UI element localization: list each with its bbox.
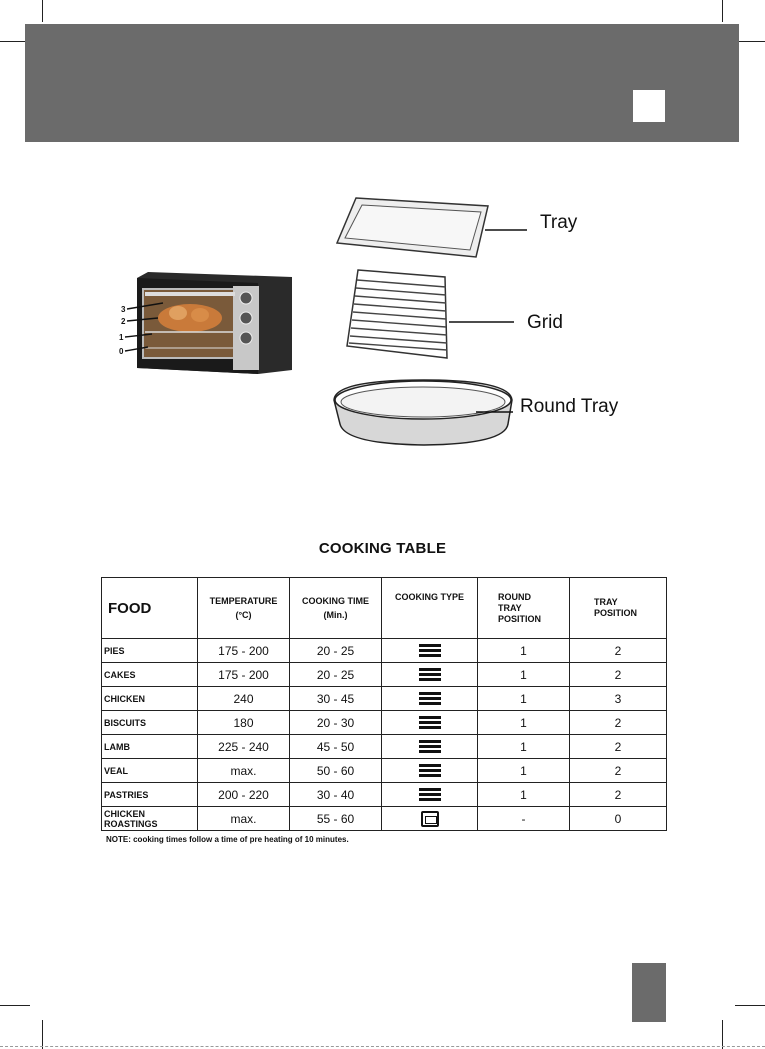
temperature-cell [198,759,290,783]
language-marker-box [633,90,665,122]
top-bottom-heat-icon [419,714,441,731]
cooking-time-cell-text: 30 - 45 [316,691,355,706]
crop-mark [722,0,723,22]
grid-image [347,270,514,358]
table-body [102,639,667,831]
food-cell [102,711,198,735]
header-temperature-unit: (°C) [235,610,252,620]
cooking-time-cell-text: 50 - 60 [316,763,355,778]
temperature-cell-text: 175 - 200 [218,667,269,682]
food-cell-text: PASTRIES [104,789,149,800]
tray-position-cell [570,759,667,783]
temperature-cell-text: max. [230,811,257,826]
header-round-tray-1: ROUND [498,591,531,602]
table-row [102,711,667,735]
tray-position-cell-text: 3 [614,691,622,706]
crop-mark [42,0,43,22]
round-tray-position-cell-text: 1 [520,691,527,706]
cooking-time-cell-text: 30 - 40 [316,787,355,802]
tray-position-cell-text: 2 [614,667,622,682]
top-bottom-heat-icon [419,666,441,683]
temperature-cell-text: 225 - 240 [218,739,269,754]
cooking-time-cell-text: 20 - 25 [316,667,355,682]
crop-mark [735,41,765,42]
round-tray-label: Round Tray [520,396,619,417]
top-bottom-heat-icon [419,690,441,707]
table-title: COOKING TABLE [318,540,447,557]
temperature-cell [198,783,290,807]
food-cell-text: CHICKEN [104,693,146,704]
cooking-time-cell [290,711,382,735]
tray-position-cell-text: 2 [614,739,622,754]
header-cooking-time-unit: (Min.) [323,610,348,620]
round-tray-position-cell-text: 1 [520,667,527,682]
food-cell [102,759,198,783]
round-tray-position-cell [478,735,570,759]
table-row [102,759,667,783]
round-tray-position-cell [478,639,570,663]
tray-position-cell [570,783,667,807]
cooking-time-cell-text: 20 - 25 [316,643,355,658]
table-row [102,783,667,807]
shelf-level-1: 1 [119,333,124,342]
table-row [102,687,667,711]
header-round-tray-3: POSITION [498,613,542,624]
shelf-level-2: 2 [121,317,126,326]
cooking-time-cell [290,687,382,711]
round-tray-image [334,380,513,445]
cooking-type-cell [382,663,478,687]
note-text: NOTE: cooking times follow a time of pre heating of 10 minutes. [106,835,349,844]
cooking-time-cell [290,783,382,807]
cooking-type-cell [382,639,478,663]
header-round-tray-2: TRAY [498,602,522,613]
round-tray-position-cell [478,687,570,711]
header-food: FOOD [102,578,198,639]
cooking-type-cell [382,735,478,759]
header-temperature-label: TEMPERATURE [209,596,278,606]
food-cell [102,735,198,759]
shelf-level-0: 0 [119,347,124,356]
header-tray-2: POSITION [594,608,638,618]
shelf-level-3: 3 [121,305,126,314]
food-cell-text: CHICKEN ROASTINGS [104,808,158,829]
food-cell-text: LAMB [104,741,130,752]
crop-mark [722,1020,723,1049]
cooking-type-cell [382,711,478,735]
cooking-time-cell-text: 55 - 60 [316,811,355,826]
tray-position-cell-text: 2 [614,643,622,658]
cooking-table [101,577,667,831]
header-cooking-time-label: COOKING TIME [302,596,369,606]
food-cell [102,639,198,663]
header-cooking-type [382,578,478,639]
page-number-tab [632,963,666,1022]
temperature-cell [198,711,290,735]
round-tray-position-cell-text: 1 [520,739,527,754]
food-cell-text: PIES [104,645,125,656]
tray-position-cell [570,639,667,663]
top-bottom-heat-icon [419,786,441,803]
tray-label: Tray [540,212,578,233]
cooking-time-cell [290,807,382,831]
header-temperature [198,578,290,639]
table-header-row [102,578,667,639]
tray-position-cell [570,807,667,831]
temperature-cell-text: max. [230,763,257,778]
food-cell [102,783,198,807]
rotisserie-icon [421,811,439,827]
food-cell-text: VEAL [104,765,129,776]
header-tray-1: TRAY [594,597,618,607]
temperature-cell [198,639,290,663]
round-tray-position-cell [478,759,570,783]
round-tray-position-cell [478,807,570,831]
crop-mark [42,1020,43,1049]
round-tray-position-cell [478,663,570,687]
table-row [102,639,667,663]
table-row [102,663,667,687]
table-row [102,735,667,759]
crop-mark [0,1005,30,1006]
crop-mark [735,1005,765,1006]
tray-position-cell-text: 2 [614,787,622,802]
temperature-cell-text: 175 - 200 [218,643,269,658]
cooking-time-cell-text: 20 - 30 [316,715,355,730]
tray-position-cell [570,735,667,759]
round-tray-position-cell-text: 1 [520,787,527,802]
round-tray-position-cell [478,783,570,807]
food-cell [102,807,198,831]
temperature-cell [198,735,290,759]
temperature-cell [198,687,290,711]
top-bottom-heat-icon [419,762,441,779]
cooking-time-cell [290,663,382,687]
tray-position-cell-text: 2 [614,715,622,730]
top-bottom-heat-icon [419,738,441,755]
round-tray-position-cell-text: 1 [520,643,527,658]
tray-position-cell [570,687,667,711]
cooking-time-cell-text: 45 - 50 [316,739,355,754]
cooking-type-cell [382,759,478,783]
cooking-time-cell [290,639,382,663]
bottom-border [0,1046,765,1048]
temperature-cell [198,807,290,831]
round-tray-position-cell [478,711,570,735]
header-cooking-type-label: COOKING TYPE [394,592,464,602]
tray-position-cell [570,663,667,687]
round-tray-position-cell-text: 1 [520,715,527,730]
food-cell-text: CAKES [104,669,136,680]
top-bottom-heat-icon [419,642,441,659]
temperature-cell-text: 200 - 220 [218,787,269,802]
temperature-cell [198,663,290,687]
cooking-time-cell [290,735,382,759]
tray-image [337,198,527,257]
oven-image [137,272,292,374]
cooking-time-cell [290,759,382,783]
round-tray-position-cell-text: - [521,811,526,826]
header-round-tray-position [478,578,570,639]
tray-position-cell [570,711,667,735]
header-tray-position [570,578,667,639]
food-cell-text: BISCUITS [104,717,147,728]
round-tray-position-cell-text: 1 [520,763,527,778]
temperature-cell-text: 180 [233,715,254,730]
cooking-type-cell [382,687,478,711]
tray-position-cell-text: 2 [614,763,622,778]
food-cell [102,663,198,687]
tray-position-cell-text: 0 [614,811,622,826]
header-band [25,24,739,142]
cooking-type-cell [382,783,478,807]
cooking-type-cell [382,807,478,831]
grid-label: Grid [527,312,563,333]
accessories-illustration [0,180,765,480]
header-cooking-time [290,578,382,639]
table-row [102,807,667,831]
food-cell [102,687,198,711]
temperature-cell-text: 240 [233,691,254,706]
